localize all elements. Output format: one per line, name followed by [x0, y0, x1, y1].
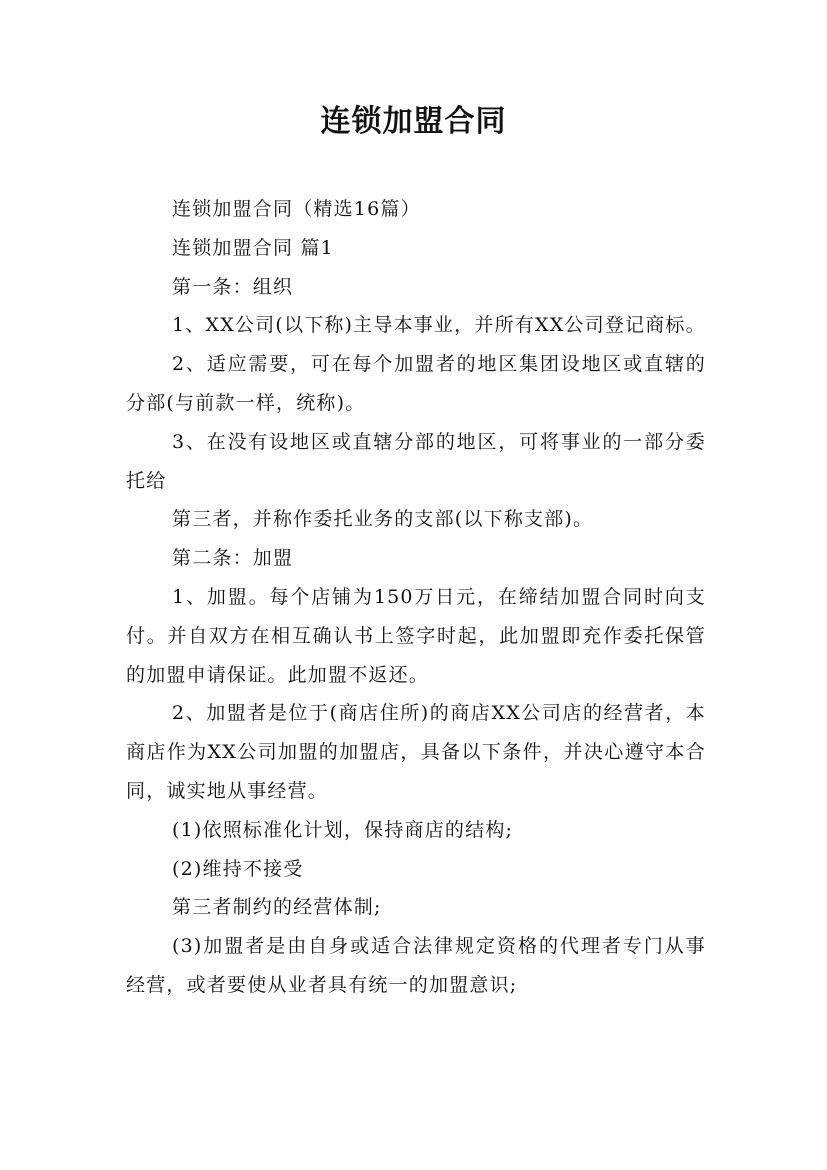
paragraph-condition-2-cont: 第三者制约的经营体制; [172, 896, 382, 919]
paragraph-article-1-title: 第一条：组织 [172, 275, 294, 298]
paragraph-condition-3: (3)加盟者是由自身或适合法律规定资格的代理者专门从事经营，或者要使从业者具有统一的加盟意识; [126, 935, 706, 996]
paragraph-heading-part1: 连锁加盟合同 篇1 [172, 236, 334, 259]
paragraph-condition-1: (1)依照标准化计划，保持商店的结构; [172, 818, 514, 841]
paragraph-article-1-item-1: 1、XX公司(以下称)主导本事业，并所有XX公司登记商标。 [172, 314, 706, 337]
paragraph-article-2-item-1: 1、加盟。每个店铺为150万日元，在缔结加盟合同时向支付。并自双方在相互确认书上签字时起，此加盟即充作委托保管的加盟申请保证。此加盟不返还。 [126, 585, 706, 686]
document-body [126, 190, 706, 1005]
paragraph-condition-2: (2)维持不接受 [172, 857, 304, 880]
document-title: 连锁加盟合同 [320, 104, 507, 139]
paragraph-article-1-item-2: 2、适应需要，可在每个加盟者的地区集团设地区或直辖的分部(与前款一样，统称)。 [126, 353, 706, 414]
paragraph-article-2-title: 第二条：加盟 [172, 547, 294, 570]
paragraph-article-1-item-3-cont: 第三者，并称作委托业务的支部(以下称支部)。 [172, 508, 594, 531]
paragraph-article-2-item-2: 2、加盟者是位于(商店住所)的商店XX公司店的经营者，本商店作为XX公司加盟的加盟店，具备以下条件，并决心遵守本合同，诚实地从事经营。 [126, 702, 706, 802]
paragraph-article-1-item-3: 3、在没有设地区或直辖分部的地区，可将事业的一部分委托给 [126, 430, 706, 492]
paragraph-heading-collection: 连锁加盟合同（精选16篇） [172, 198, 421, 220]
